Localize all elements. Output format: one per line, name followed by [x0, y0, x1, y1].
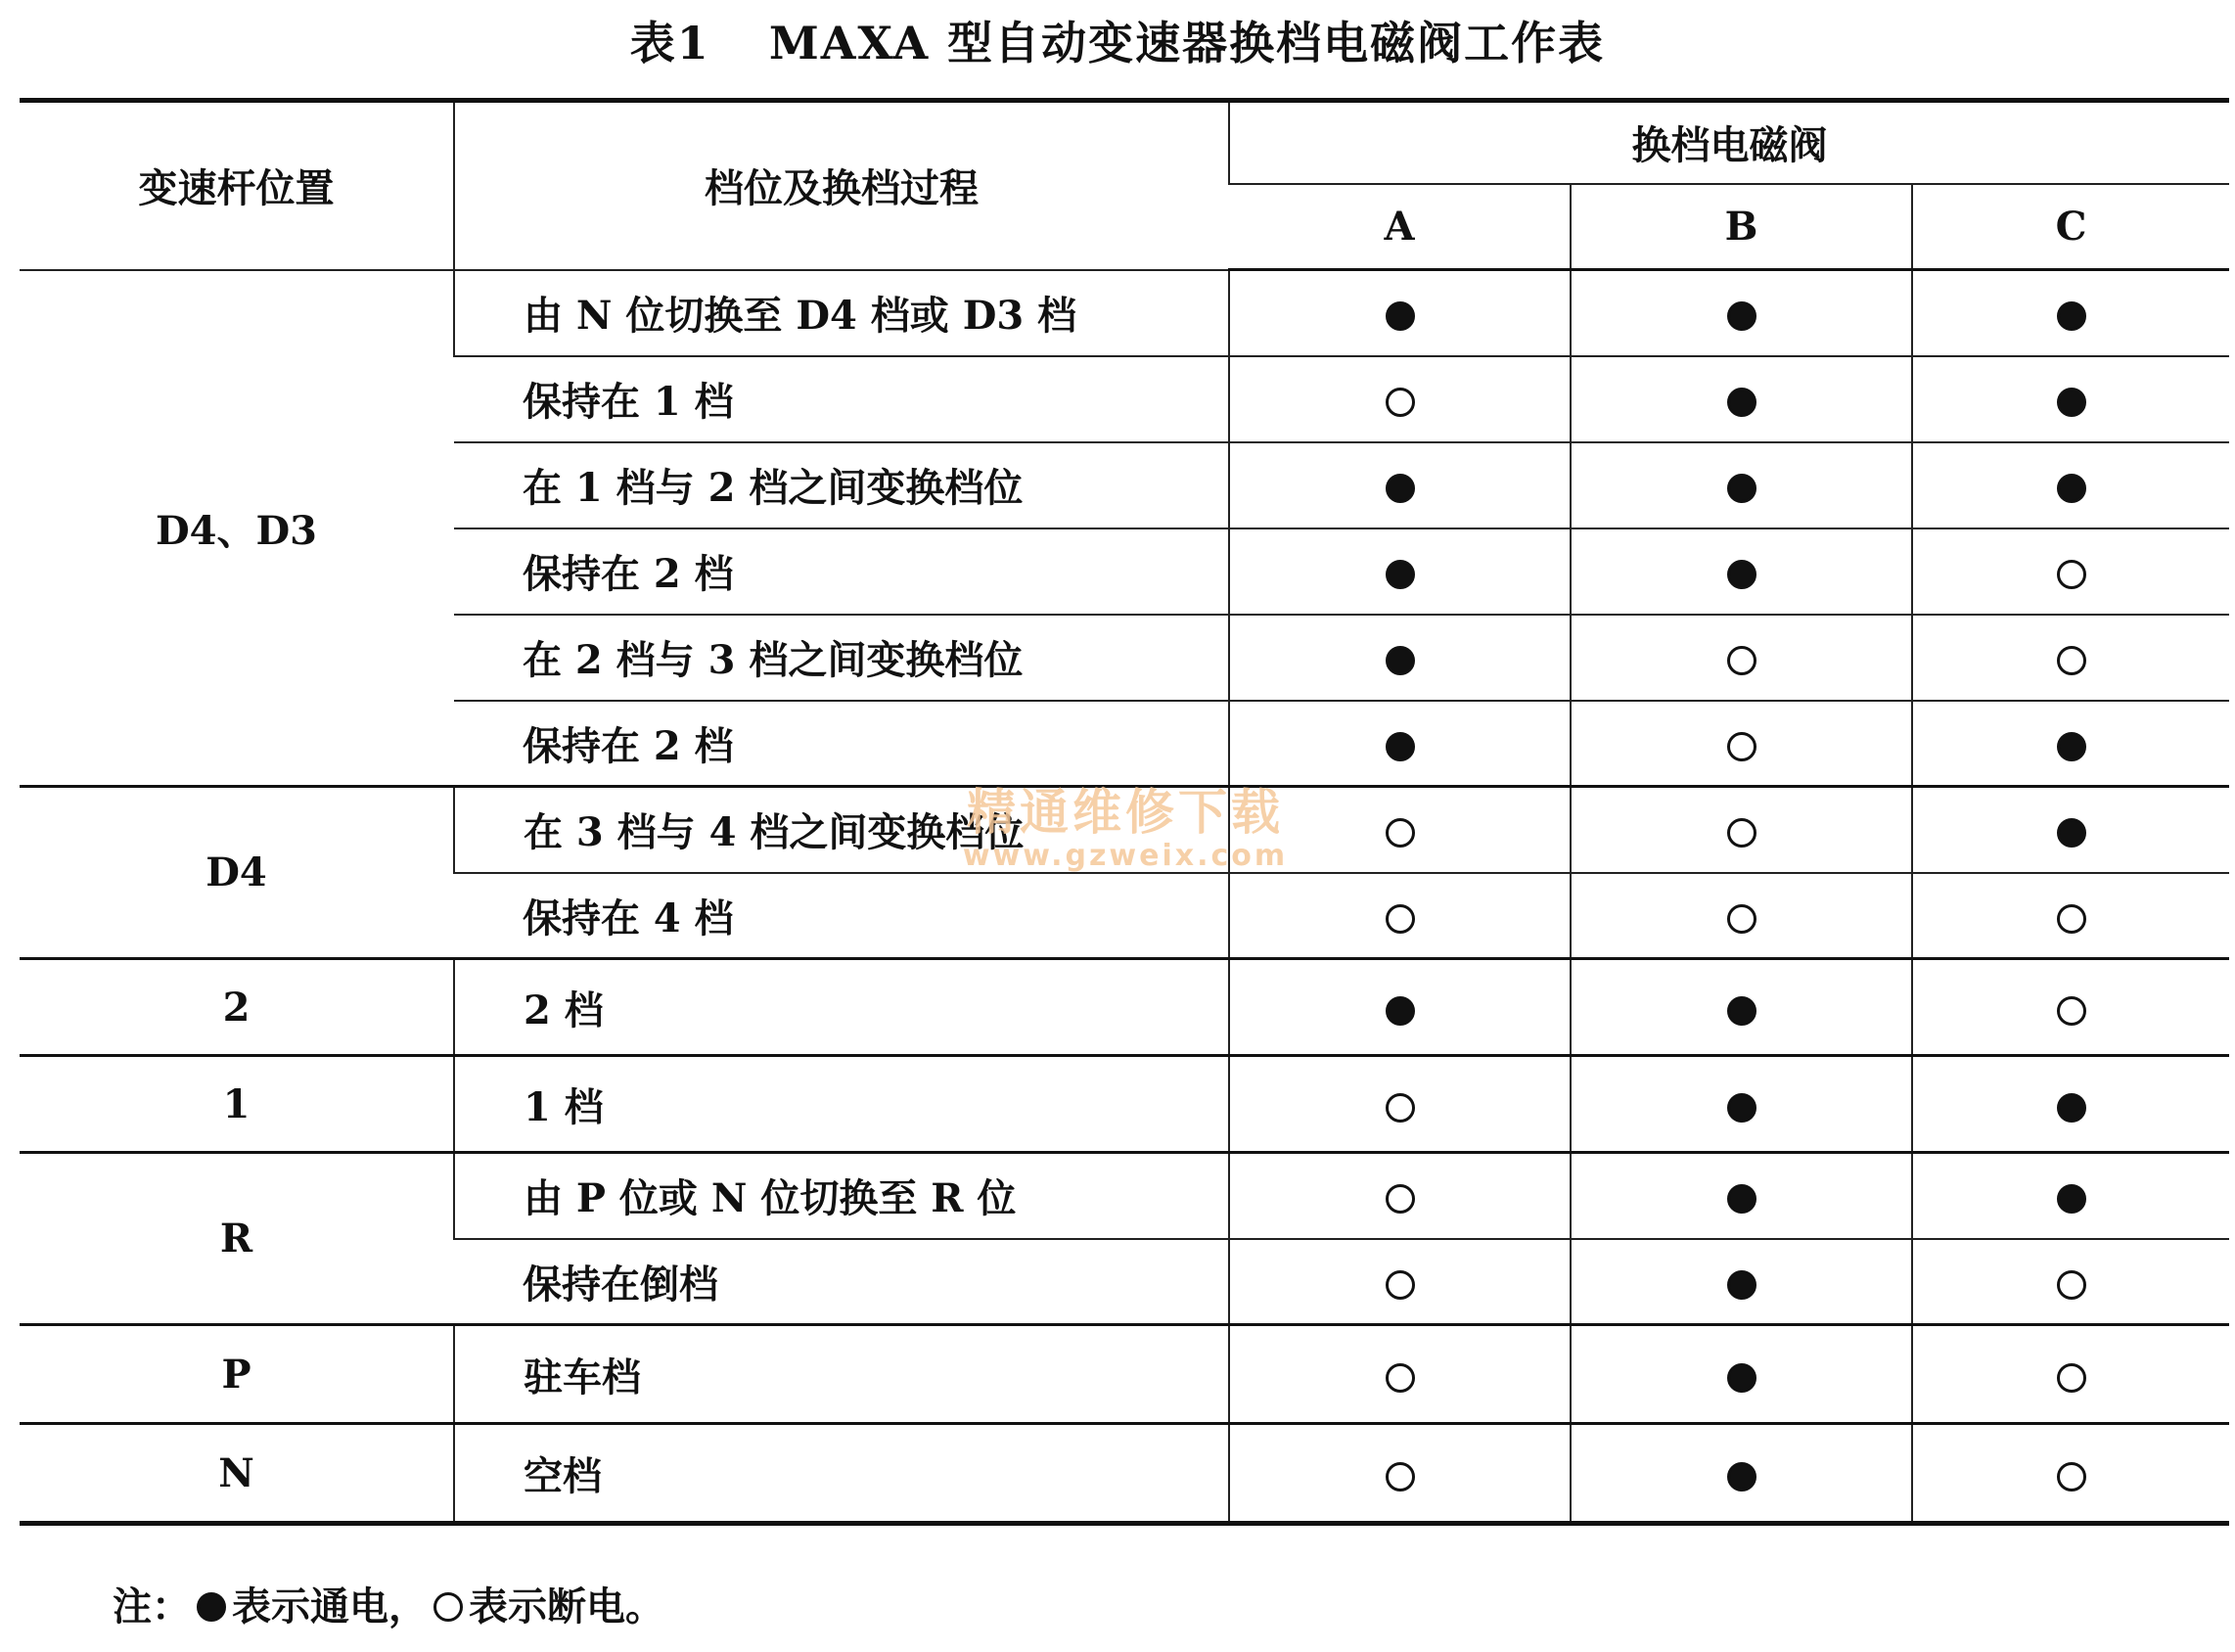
gear-process-cell: 保持在 2 档: [454, 528, 1229, 615]
filled-circle-icon: [2057, 818, 2086, 848]
open-circle-icon: [2057, 1363, 2086, 1393]
lever-position-cell: D4: [20, 787, 454, 959]
filled-circle-icon: [1727, 560, 1756, 589]
header-valve-b: B: [1571, 184, 1912, 270]
table-row: [20, 959, 2229, 1056]
filled-circle-icon: [1727, 996, 1756, 1026]
lever-position-cell: 1: [20, 1056, 454, 1153]
valve-c-cell: [1912, 270, 2229, 356]
filled-circle-icon: [1386, 560, 1415, 589]
filled-circle-icon: [1386, 732, 1415, 761]
filled-circle-icon: [1386, 996, 1415, 1026]
filled-circle-icon: [1727, 388, 1756, 417]
gear-process-cell: 1 档: [454, 1056, 1229, 1153]
valve-a-cell: [1229, 701, 1571, 787]
valve-a-cell: [1229, 1239, 1571, 1325]
open-circle-icon: [1386, 1184, 1415, 1214]
open-circle-icon: [2057, 996, 2086, 1026]
open-circle-icon: [1386, 1363, 1415, 1393]
valve-b-cell: [1571, 356, 1912, 442]
header-valve-c: C: [1912, 184, 2229, 270]
open-circle-icon: [2057, 646, 2086, 675]
open-circle-icon: [1386, 1270, 1415, 1300]
filled-circle-icon: [1727, 1270, 1756, 1300]
valve-b-cell: [1571, 528, 1912, 615]
table-number: 表1: [629, 17, 710, 69]
filled-circle-icon: [1727, 1093, 1756, 1123]
valve-b-cell: [1571, 442, 1912, 528]
gear-process-cell: 2 档: [454, 959, 1229, 1056]
valve-a-cell: [1229, 1056, 1571, 1153]
open-circle-icon: [1386, 1462, 1415, 1491]
header-gear-process: 档位及换档过程: [454, 101, 1229, 270]
open-circle-icon: [2057, 1462, 2086, 1491]
open-circle-icon: [2057, 904, 2086, 934]
watermark-text: 精通维修下载: [967, 783, 1284, 841]
table-row: [20, 1056, 2229, 1153]
filled-circle-icon: [2057, 301, 2086, 331]
gear-process-cell: 保持在 4 档: [454, 873, 1229, 959]
valve-c-cell: [1912, 1153, 2229, 1239]
filled-circle-icon: [197, 1592, 226, 1622]
valve-b-cell: [1571, 701, 1912, 787]
valve-c-cell: [1912, 959, 2229, 1056]
valve-c-cell: [1912, 1325, 2229, 1424]
valve-a-cell: [1229, 270, 1571, 356]
valve-c-cell: [1912, 873, 2229, 959]
lever-position-cell: 2: [20, 959, 454, 1056]
valve-a-cell: [1229, 1424, 1571, 1524]
table-row: [20, 1325, 2229, 1424]
valve-b-cell: [1571, 1239, 1912, 1325]
gear-process-cell: 在 2 档与 3 档之间变换档位: [454, 615, 1229, 701]
filled-circle-icon: [1386, 646, 1415, 675]
table-row: [20, 1424, 2229, 1524]
valve-b-cell: [1571, 1153, 1912, 1239]
filled-circle-icon: [1386, 301, 1415, 331]
filled-circle-icon: [2057, 1184, 2086, 1214]
valve-c-cell: [1912, 528, 2229, 615]
filled-circle-icon: [2057, 474, 2086, 503]
open-circle-icon: [1727, 818, 1756, 848]
valve-b-cell: [1571, 1325, 1912, 1424]
gear-process-cell: 在 1 档与 2 档之间变换档位: [454, 442, 1229, 528]
header-valve-a: A: [1229, 184, 1571, 270]
valve-c-cell: [1912, 356, 2229, 442]
open-circle-icon: [433, 1592, 463, 1622]
note-on-text: 表示通电，: [232, 1583, 428, 1629]
solenoid-table: [20, 98, 2229, 1526]
valve-c-cell: [1912, 701, 2229, 787]
valve-a-cell: [1229, 442, 1571, 528]
valve-c-cell: [1912, 442, 2229, 528]
filled-circle-icon: [2057, 732, 2086, 761]
lever-position-cell: D4、D3: [20, 270, 454, 787]
gear-process-cell: 保持在倒档: [454, 1239, 1229, 1325]
filled-circle-icon: [1727, 474, 1756, 503]
header-shift-solenoids: 换档电磁阀: [1229, 101, 2229, 184]
gear-process-cell: 保持在 1 档: [454, 356, 1229, 442]
header-lever-position: 变速杆位置: [20, 101, 454, 270]
watermark-url: www.gzweix.com: [962, 839, 1289, 873]
gear-process-cell: 驻车档: [454, 1325, 1229, 1424]
open-circle-icon: [1386, 818, 1415, 848]
filled-circle-icon: [2057, 388, 2086, 417]
valve-c-cell: [1912, 615, 2229, 701]
gear-process-cell: 空档: [454, 1424, 1229, 1524]
open-circle-icon: [1727, 646, 1756, 675]
gear-process-cell: 由 N 位切换至 D4 档或 D3 档: [454, 270, 1229, 356]
lever-position-cell: P: [20, 1325, 454, 1424]
valve-a-cell: [1229, 528, 1571, 615]
valve-a-cell: [1229, 873, 1571, 959]
filled-circle-icon: [1727, 1363, 1756, 1393]
valve-a-cell: [1229, 615, 1571, 701]
open-circle-icon: [1386, 388, 1415, 417]
filled-circle-icon: [1386, 474, 1415, 503]
gear-process-cell: 由 P 位或 N 位切换至 R 位: [454, 1153, 1229, 1239]
filled-circle-icon: [1727, 301, 1756, 331]
valve-b-cell: [1571, 1056, 1912, 1153]
gear-process-cell: 保持在 2 档: [454, 701, 1229, 787]
table-row: [20, 270, 2229, 356]
valve-b-cell: [1571, 873, 1912, 959]
valve-b-cell: [1571, 1424, 1912, 1524]
open-circle-icon: [1727, 732, 1756, 761]
valve-b-cell: [1571, 959, 1912, 1056]
table-title-text: MAXA 型自动变速器换档电磁阀工作表: [768, 17, 1606, 69]
table-note: [113, 1576, 664, 1631]
open-circle-icon: [2057, 560, 2086, 589]
valve-c-cell: [1912, 1239, 2229, 1325]
open-circle-icon: [1386, 904, 1415, 934]
valve-c-cell: [1912, 787, 2229, 873]
gear-process-cell: 在 3 档与 4 档之间变换档位: [454, 787, 1229, 873]
open-circle-icon: [1727, 904, 1756, 934]
valve-b-cell: [1571, 615, 1912, 701]
filled-circle-icon: [1727, 1184, 1756, 1214]
valve-b-cell: [1571, 270, 1912, 356]
lever-position-cell: N: [20, 1424, 454, 1524]
valve-a-cell: [1229, 1325, 1571, 1424]
valve-a-cell: [1229, 959, 1571, 1056]
table-title: [0, 8, 2235, 72]
filled-circle-icon: [2057, 1093, 2086, 1123]
note-prefix: 注：: [113, 1583, 191, 1629]
valve-b-cell: [1571, 787, 1912, 873]
open-circle-icon: [1386, 1093, 1415, 1123]
open-circle-icon: [2057, 1270, 2086, 1300]
valve-c-cell: [1912, 1424, 2229, 1524]
lever-position-cell: R: [20, 1153, 454, 1325]
valve-c-cell: [1912, 1056, 2229, 1153]
note-off-text: 表示断电。: [469, 1583, 664, 1629]
valve-a-cell: [1229, 787, 1571, 873]
filled-circle-icon: [1727, 1462, 1756, 1491]
table-row: [20, 787, 2229, 873]
valve-a-cell: [1229, 356, 1571, 442]
valve-a-cell: [1229, 1153, 1571, 1239]
table-row: [20, 1153, 2229, 1239]
